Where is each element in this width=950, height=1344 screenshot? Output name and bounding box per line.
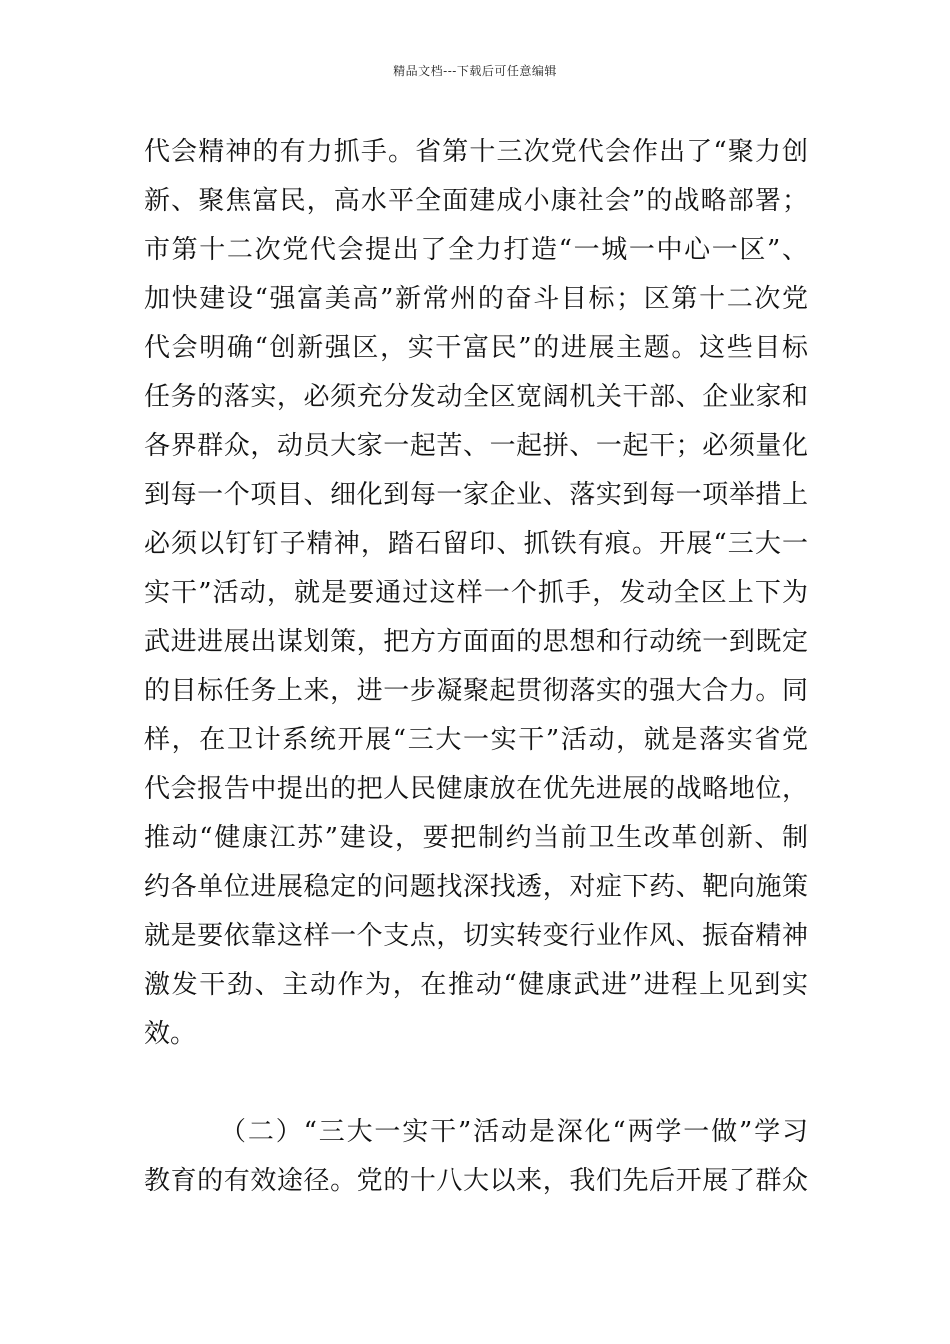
text-line: 市第十二次党代会提出了全力打造“一城一中心一区”、 xyxy=(144,235,808,265)
text-line: 到每一个项目、细化到每一家企业、落实到每一项举措上 xyxy=(144,480,808,510)
text-line: 代会明确“创新强区，实干富民”的进展主题。这些目标 xyxy=(144,333,808,363)
text-line: 任务的落实，必须充分发动全区宽阔机关干部、企业家和 xyxy=(144,382,808,412)
text-line: 新、聚焦富民，高水平全面建成小康社会”的战略部署； xyxy=(144,186,808,216)
page-header: 精品文档---下载后可任意编辑 xyxy=(393,64,557,78)
paragraph-2 xyxy=(144,1108,808,1206)
document-body xyxy=(144,128,808,1206)
paragraph-spacer xyxy=(144,1059,808,1108)
paragraph-1 xyxy=(144,128,808,1059)
text-line: 激发干劲、主动作为，在推动“健康武进”进程上见到实 xyxy=(144,970,808,1000)
text-line: 约各单位进展稳定的问题找深找透，对症下药、靶向施策 xyxy=(144,872,808,902)
text-line: 效。 xyxy=(144,1019,197,1049)
text-line: 就是要依靠这样一个支点，切实转变行业作风、振奋精神 xyxy=(144,921,808,951)
text-line: （二）“三大一实干”活动是深化“两学一做”学习 xyxy=(220,1117,808,1147)
text-line: 的目标任务上来，进一步凝聚起贯彻落实的强大合力。同 xyxy=(144,676,808,706)
text-line: 各界群众，动员大家一起苦、一起拼、一起干；必须量化 xyxy=(144,431,808,461)
text-line: 代会报告中提出的把人民健康放在优先进展的战略地位， xyxy=(144,774,808,804)
text-line: 武进进展出谋划策，把方方面面的思想和行动统一到既定 xyxy=(144,627,808,657)
text-line: 实干”活动，就是要通过这样一个抓手，发动全区上下为 xyxy=(144,578,808,608)
text-line: 样，在卫计系统开展“三大一实干”活动，就是落实省党 xyxy=(144,725,808,755)
text-line: 推动“健康江苏”建设，要把制约当前卫生改革创新、制 xyxy=(144,823,808,853)
text-line: 教育的有效途径。党的十八大以来，我们先后开展了群众 xyxy=(144,1166,808,1196)
text-line: 必须以钉钉子精神，踏石留印、抓铁有痕。开展“三大一 xyxy=(144,529,808,559)
text-line: 代会精神的有力抓手。省第十三次党代会作出了“聚力创 xyxy=(144,137,808,167)
text-line: 加快建设“强富美高”新常州的奋斗目标；区第十二次党 xyxy=(144,284,808,314)
